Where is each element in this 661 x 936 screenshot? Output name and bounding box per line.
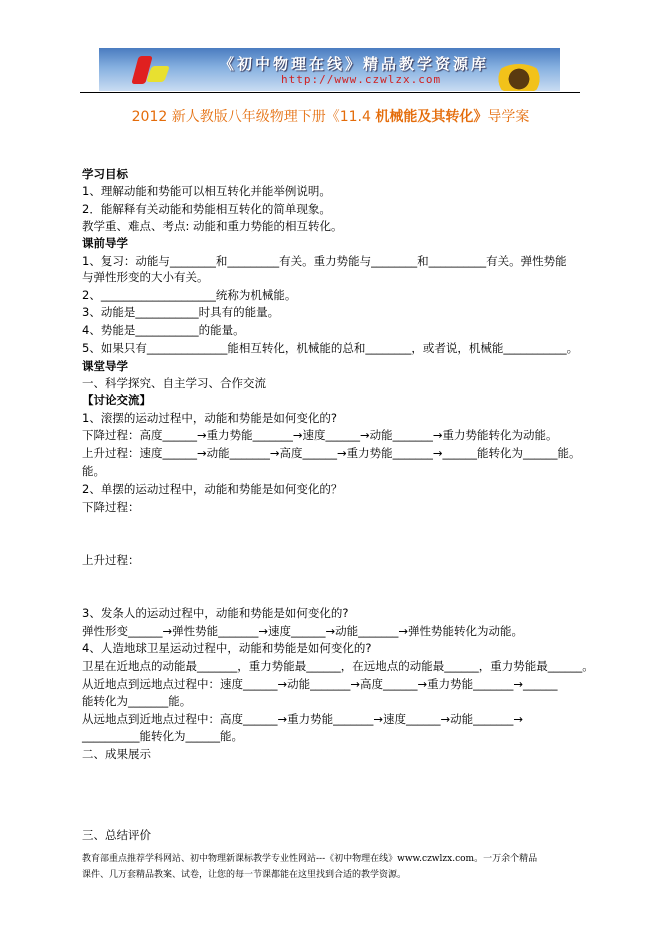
- text-line: 三、总结评价: [82, 828, 151, 842]
- text-line: 4、人造地球卫星运动过程中，动能和势能是如何变化的?: [82, 641, 372, 655]
- title-prefix: 2012 新人教版八年级物理下册《11.4: [131, 109, 376, 125]
- text-line: 1、滚摆的运动过程中，动能和势能是如何变化的?: [82, 411, 337, 425]
- text-line: 教学重、难点、考点: 动能和重力势能的相互转化。: [82, 219, 343, 233]
- text-line-continuation: 能。: [82, 464, 105, 478]
- text-line: 1、理解动能和势能可以相互转化并能举例说明。: [82, 184, 331, 198]
- text-line: 2、____________________统称为机械能。: [82, 288, 297, 302]
- text-line: 3、发条人的运动过程中，动能和势能是如何变化的?: [82, 606, 349, 620]
- text-line: 下降过程：高度______→重力势能_______→速度______→动能_______→重力势能转化为动能。: [82, 428, 558, 442]
- footer-line: 课件、几万套精品教案、试卷，让您的每一节课都能在这里找到合适的教学资源。: [82, 870, 407, 880]
- banner-url: http://www.czwlzx.com: [281, 73, 442, 86]
- header-banner: [99, 48, 560, 91]
- text-line: 2、单摆的运动过程中，动能和势能是如何变化的？: [82, 482, 343, 496]
- document-title: [0, 106, 661, 126]
- footer-line: 教育部重点推荐学科网站、初中物理新课标教学专业性网站---《初中物理在线》www.czwlzx.com。一万余个精品: [82, 854, 538, 864]
- text-line: 从远地点到近地点过程中：高度______→重力势能_______→速度______→动能_______→: [82, 712, 524, 726]
- text-line: 一、科学探究、自主学习、合作交流: [82, 376, 266, 390]
- text-line: 1、复习：动能与________和_________有关。重力势能与________和__________有关。弹性势能: [82, 254, 567, 268]
- text-line: 上升过程：: [82, 553, 140, 567]
- text-line: 2．能解释有关动能和势能相互转化的简单现象。: [82, 202, 331, 216]
- text-line: 上升过程：速度______→动能_______→高度______→重力势能_______→______能转化为______能。: [82, 446, 581, 460]
- text-line: 4、势能是___________的能量。: [82, 323, 245, 337]
- text-line: 与弹性形变的大小有关。: [82, 270, 209, 284]
- text-line: 能转化为_______能。: [82, 694, 192, 708]
- sunflower-image: [494, 64, 544, 91]
- section-heading: 【讨论交流】: [82, 393, 151, 407]
- logo-icon-secondary: [146, 66, 170, 82]
- text-line: 3、动能是___________时具有的能量。: [82, 305, 280, 319]
- title-suffix: 导学案: [487, 109, 530, 125]
- title-bold: 机械能及其转化》: [375, 109, 488, 125]
- banner-title: 《初中物理在线》精品教学资源库: [219, 55, 490, 73]
- text-line: __________能转化为______能。: [82, 729, 243, 743]
- section-heading: 课堂导学: [82, 359, 128, 373]
- header-rule: [80, 92, 580, 93]
- section-heading: 课前导学: [82, 236, 128, 250]
- section-heading: 学习目标: [82, 167, 128, 181]
- text-line: 二、成果展示: [82, 747, 151, 761]
- text-line: 5、如果只有______________能相互转化，机械能的总和________，或者说，机械能___________。: [82, 341, 579, 355]
- text-line: 从近地点到远地点过程中：速度______→动能_______→高度______→重力势能_______→______: [82, 677, 558, 691]
- text-line: 卫星在近地点的动能最_______，重力势能最______，在远地点的动能最______，重力势能最______。: [82, 659, 594, 673]
- text-line: 弹性形变______→弹性势能_______→速度______→动能_______→弹性势能转化为动能。: [82, 624, 524, 638]
- text-line: 下降过程：: [82, 500, 140, 514]
